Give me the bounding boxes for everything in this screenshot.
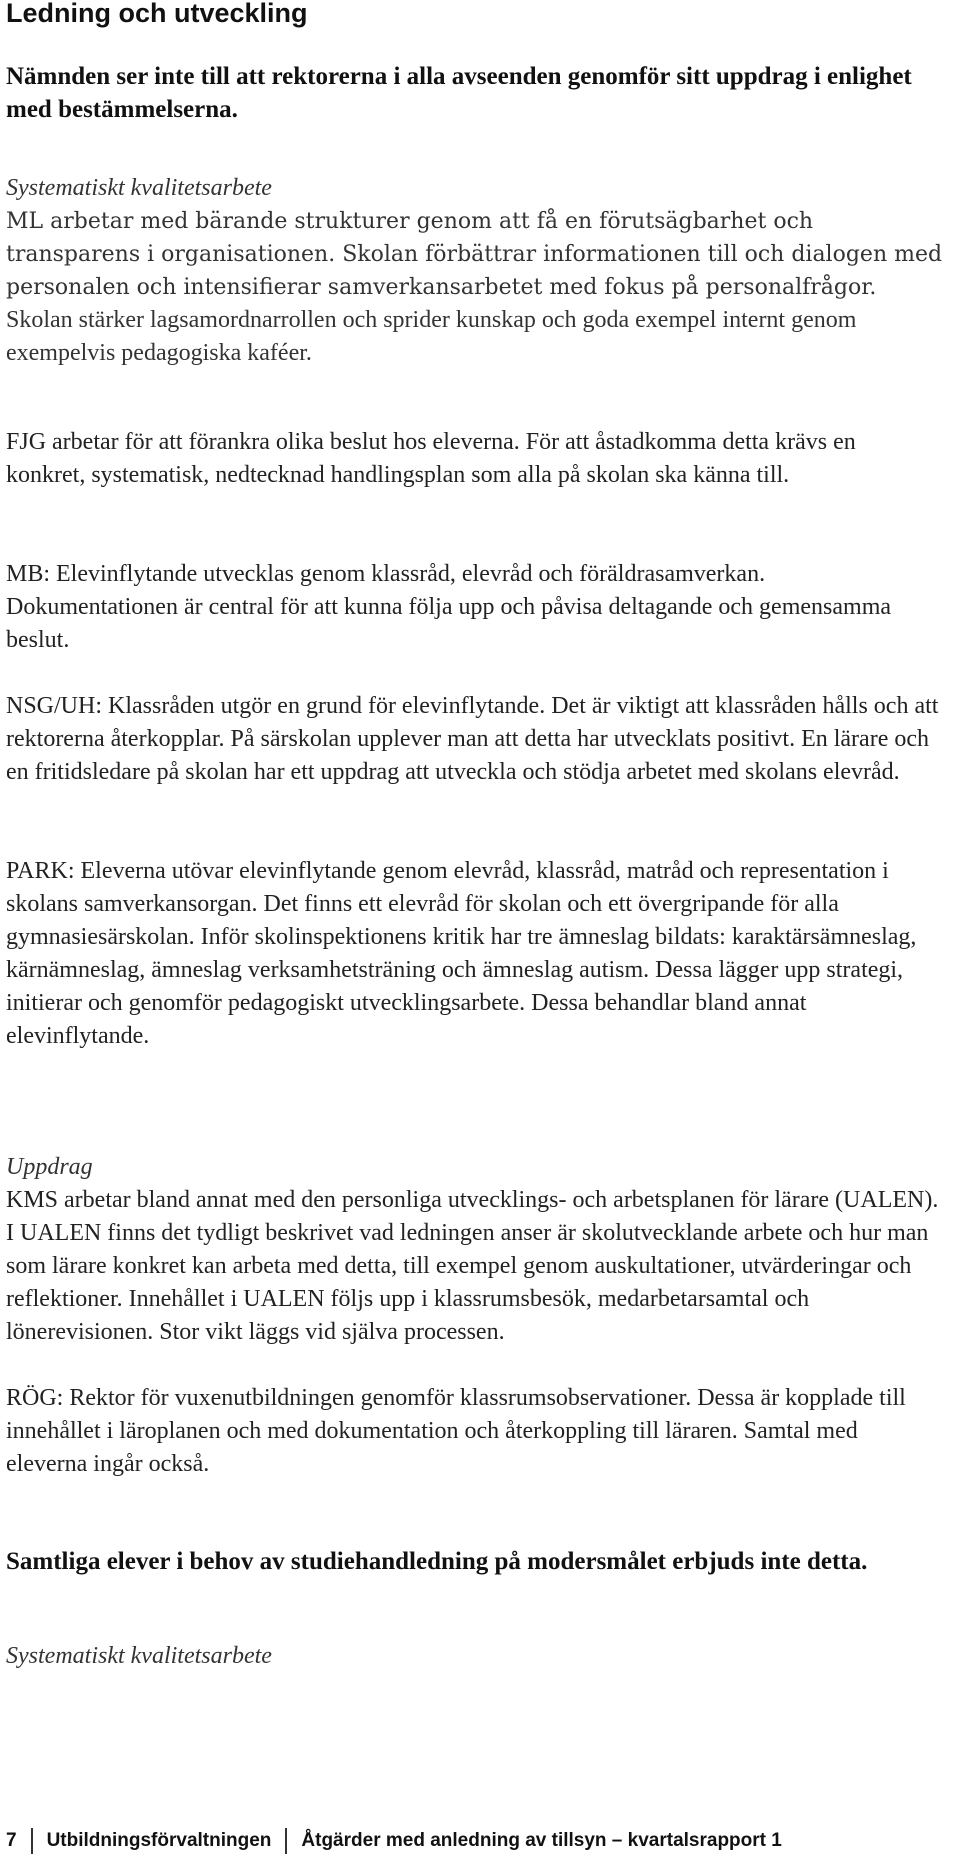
footer-divider xyxy=(285,1828,287,1854)
subheading-uppdrag: Uppdrag xyxy=(6,1154,93,1180)
finding-2: Samtliga elever i behov av studiehandledning på modersmålet erbjuds inte detta. xyxy=(6,1548,868,1575)
footer-organization: Utbildningsförvaltningen xyxy=(46,1830,272,1851)
ml-paragraph xyxy=(6,205,946,370)
subheading-kvalitetsarbete-2: Systematiskt kvalitetsarbete xyxy=(6,1643,272,1669)
park-paragraph: PARK: Eleverna utövar elevinflytande genom elevråd, klassråd, matråd och representation i skolans samverkansorgan. Det finns ett elevråd för skolan och ett övergripande för alla gymnasiesärskolan. Inför skolinspektionens kritik har tre ämneslag bildats: karaktärsämneslag, kärnämneslag, ämneslag verksamhetsträning och ämneslag autism. Dessa lägger upp strategi, initierar och genomför pedagogiskt utvecklingsarbete. Dessa behandlar bland annat elevinflytande. xyxy=(6,858,917,1049)
ml-text-a: ML arbetar med bärande strukturer genom att få en förutsägbarhet och transparens i organisationen. xyxy=(6,209,814,267)
nsg-paragraph: NSG/UH: Klassråden utgör en grund för elevinflytande. Det är viktigt att klassråden hålls och att rektorerna återkopplar. På särskolan upplever man att detta har utvecklats positivt. En lärare och en fritidsledare på skolan har ett uppdrag att utveckla och stödja arbetet med skolans elevråd. xyxy=(6,693,939,785)
fjg-paragraph: FJG arbetar för att förankra olika beslut hos eleverna. För att åstadkomma detta krävs en konkret, systematisk, nedtecknad handlingsplan som alla på skolan ska känna till. xyxy=(6,429,856,488)
rog-paragraph: RÖG: Rektor för vuxenutbildningen genomför klassrumsobservationer. Dessa är kopplade till innehållet i läroplanen och med dokumentation och återkoppling till läraren. Samtal med eleverna ingår också. xyxy=(6,1385,906,1477)
ml-text-c: Skolan stärker lagsamordnarrollen och sprider kunskap och goda exempel internt genom exempelvis pedagogiska kaféer. xyxy=(6,307,857,366)
page-footer xyxy=(6,1826,782,1856)
subheading-kvalitetsarbete-1: Systematiskt kvalitetsarbete xyxy=(6,175,272,201)
footer-report-title: Åtgärder med anledning av tillsyn – kvartalsrapport 1 xyxy=(301,1830,782,1851)
footer-divider xyxy=(31,1828,33,1854)
mb-paragraph: MB: Elevinflytande utvecklas genom klassråd, elevråd och föräldrasamverkan. Dokumentationen är central för att kunna följa upp och påvisa deltagande och gemensamma beslut. xyxy=(6,561,892,653)
page-number: 7 xyxy=(6,1830,17,1851)
ml-text-b: Skolan förbättrar informationen till och dialogen med personalen och intensifierar samverkansarbetet med fokus på personalfrågor. xyxy=(6,242,943,300)
finding-1: Nämnden ser inte till att rektorerna i alla avseenden genomför sitt uppdrag i enlighet med bestämmelserna. xyxy=(6,63,912,123)
kms-paragraph: KMS arbetar bland annat med den personliga utvecklings- och arbetsplanen för lärare (UALEN). I UALEN finns det tydligt beskrivet vad ledningen anser är skolutvecklande arbete och hur man som lärare konkret kan arbeta med detta, till exempel genom auskultationer, utvärderingar och reflektioner. Innehållet i UALEN följs upp i klassrumsbesök, medarbetarsamtal och lönerevisionen. Stor vikt läggs vid själva processen. xyxy=(6,1187,939,1345)
section-title: Ledning och utveckling xyxy=(6,0,308,28)
